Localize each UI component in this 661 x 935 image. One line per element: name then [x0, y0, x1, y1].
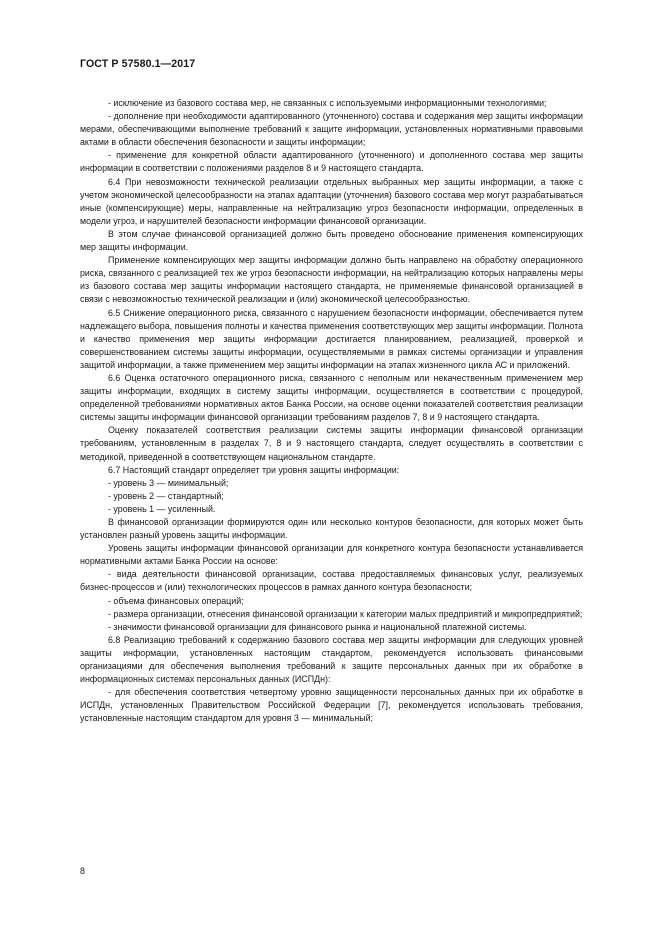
paragraph: Применение компенсирующих мер защиты информации должно быть направлено на обработку операционного риска, связанного с реализацией тех же угроз безопасности информации, на нейтрализацию которых направлены меры из базового состава мер защиты информации настоящего стандарта, не применяемые финансовой организацией в связи с невозможностью технической реализации и (или) экономической целесообразностью.	[80, 255, 583, 305]
paragraph: - объема финансовых операций;	[108, 595, 244, 606]
paragraph: В этом случае финансовой организацией должно быть проведено обоснование применения компенсирующих мер защиты информации.	[80, 228, 583, 253]
paragraph: - дополнение при необходимости адаптированного (уточненного) состава и содержания мер защиты информации мерами, обеспечивающими выполнение требований к защите информации, установленных нормативными правовыми актами в области обеспечения безопасности и защиты информации;	[80, 111, 583, 148]
paragraph: - уровень 3 — минимальный;	[108, 477, 229, 488]
paragraph: 6.6 Оценка остаточного операционного риска, связанного с неполным или некачественным применением мер защиты информации, входящих в систему защиты информации, осуществляется в соответствии с процедурой, определенной требованиями нормативных актов Банка России, на основе оценки показателей соответствия реализации системы защиты информации финансовой организации требованиям разделов 7, 8 и 9 настоящего стандарта.	[80, 372, 583, 423]
paragraph: 6.7 Настоящий стандарт определяет три уровня защиты информации:	[108, 464, 400, 475]
paragraph: - размера организации, отнесения финансовой организации к категории малых предприятий и микропредприятий;	[108, 608, 583, 619]
paragraph: Оценку показателей соответствия реализации системы защиты информации финансовой организации требованиям, установленным в разделах 7, 8 и 9 настоящего стандарта, следует осуществлять в соответствии с методикой, приведенной в соответствующем национальном стандарте.	[80, 425, 583, 462]
paragraph: - применение для конкретной области адаптированного (уточненного) и дополненного состава мер защиты информации в соответствии с положениями разделов 8 и 9 настоящего стандарта.	[80, 150, 583, 174]
paragraph: - уровень 1 — усиленный.	[108, 503, 216, 514]
document-body	[80, 97, 583, 726]
paragraph: 6.5 Снижение операционного риска, связанного с нарушением безопасности информации, обеспечивается путем надлежащего выбора, повышения полноты и качества применения соответствующих мер защиты информации. Полнота и качество применения мер защиты информации достигается планированием, реализацией, проверкой и совершенствованием системы защиты информации, осуществляемыми в рамках системы организации и управления защитой информации, а также применением мер защиты информации на этапах жизненного цикла АС и приложений.	[80, 307, 583, 370]
paragraph: - для обеспечения соответствия четвертому уровню защищенности персональных данных при их обработке в ИСПДн, установленных Правительством Российской Федерации [7], рекомендуется использовать требования, установленные настоящим стандартом для уровня 3 — минимальный;	[80, 687, 583, 724]
paragraph: - уровень 2 — стандартный;	[108, 490, 224, 501]
page-header: ГОСТ Р 57580.1—2017	[80, 58, 196, 70]
paragraph: - исключение из базового состава мер, не связанных с используемыми информационными технологиями;	[108, 98, 547, 108]
paragraph: - вида деятельности финансовой организации, состава предоставляемых финансовых услуг, реализуемых бизнес-процессов и (или) технологических процессов в рамках данного контура безопасности;	[80, 569, 583, 593]
page-number: 8	[80, 866, 86, 876]
paragraph: 6.8 Реализацию требований к содержанию базового состава мер защиты информации для следующих уровней защиты информации, установленных настоящим стандартом, рекомендуется использовать финансовыми организациями для обеспечения выполнения требований к защите персональных данных при их обработке в информационных системах персональных данных (ИСПДн):	[80, 634, 583, 685]
paragraph: - значимости финансовой организации для финансового рынка и национальной платежной системы.	[108, 621, 527, 632]
paragraph: 6.4 При невозможности технической реализации отдельных выбранных мер защиты информации, а также с учетом экономической целесообразности на этапах адаптации (уточнения) базового состава мер могут разрабатываться иные (компенсирующие) меры, направленные на нейтрализацию угроз безопасности информации, определенных в модели угроз, и нарушителей безопасности информации финансовой организации.	[80, 176, 583, 226]
paragraph: Уровень защиты информации финансовой организации для конкретного контура безопасности устанавливается нормативными актами Банка России на основе:	[80, 543, 583, 567]
paragraph: В финансовой организации формируются один или несколько контуров безопасности, для которых может быть установлен разный уровень защиты информации.	[80, 517, 583, 541]
